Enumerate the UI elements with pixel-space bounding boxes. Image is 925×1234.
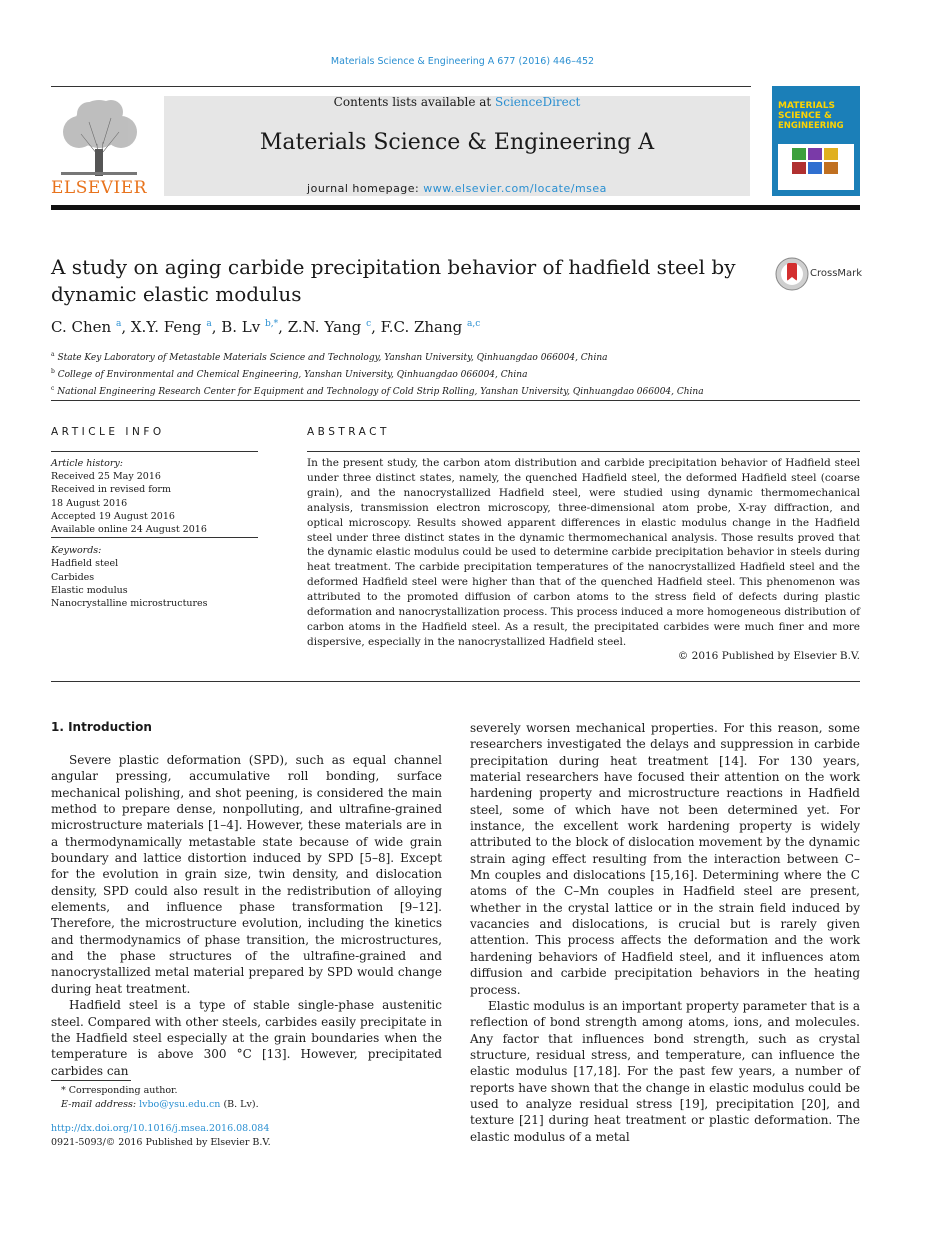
article-title: A study on aging carbide precipitation behavior of hadfield steel by dynamic elastic modulus [51,255,736,306]
crossmark-icon [774,256,810,292]
affiliation-item [51,348,704,365]
author-affiliation-mark[interactable]: c [366,319,372,329]
affiliation-text: State Key Laboratory of Metastable Materials Science and Technology, Yanshan University, Qinhuangdao 066004, China [57,353,608,363]
journal-homepage-link[interactable]: www.elsevier.com/locate/msea [423,182,607,195]
abstract-rule [307,451,860,452]
sciencedirect-link[interactable]: ScienceDirect [495,95,581,109]
article-history [51,457,207,536]
history-item: Received in revised form [51,484,171,496]
affiliation-text: National Engineering Research Center for Equipment and Technology of Cold Strip Rolling, Yanshan University, Qinhuangdao 066004, China [57,387,704,397]
abstract-heading: ABSTRACT [307,426,390,438]
journal-name: Materials Science & Engineering A [259,130,655,155]
affiliation-list [51,348,704,399]
body-paragraph: severely worsen mechanical properties. For this reason, some researchers investigated the delays and suppression in carbide precipitation during heat treatment [14]. For 130 years, material researchers have focused their attention on the work hardening property and microstructure reactions in Hadfield steel, some of which have not been determined yet. For instance, the excellent work hardening property is widely attributed to the block of dislocation movement by the dynamic strain aging effect resulting from the interaction between C–Mn couples and dislocations [15,16]. Determining where the C atoms of the C–Mn couples in Hadfield steel are present, whether in the crystal lattice or in the strain field induced by vacancies and dislocations, is crucial but is rarely given attention. This process affects the deformation and the work hardening behaviors of Hadfield steel, and it influences atom diffusion and carbide precipitation behaviors in the heating process. [470,721,860,997]
contents-line [164,95,750,109]
article-info-heading: ARTICLE INFO [51,426,165,438]
author-list: C. Chen $^a$, X.Y. Feng $^a$, B. Lv $^{b,*}$, Z.N. Yang $^c$, F.C. Zhang $^{a,c}$ [51,318,481,336]
crossmark-label: CrossMark [810,268,863,279]
journal-cover-image [772,86,860,196]
keyword-item: Hadfield steel [51,558,119,570]
homepage-prefix: journal homepage: [307,182,424,195]
doi-link[interactable]: http://dx.doi.org/10.1016/j.msea.2016.08.084 [51,1123,270,1134]
header-top-rule [51,86,751,87]
corresponding-author-note: * Corresponding author. [61,1085,178,1096]
affiliation-key: a [51,351,55,358]
history-item: 18 August 2016 [51,497,128,509]
section-heading-introduction: 1. Introduction [51,720,152,734]
affiliation-rule [51,400,860,401]
history-label: Article history: [51,458,123,469]
email-link[interactable]: lvbo@ysu.edu.cn [139,1098,221,1110]
author-affiliation-mark[interactable]: a [115,319,122,329]
svg-text:MATERIALS: MATERIALS [778,101,835,111]
issn-line: 0921-5093/© 2016 Published by Elsevier B.V. [51,1136,271,1148]
email-note [51,1098,259,1112]
body-column-right [470,720,860,1145]
author-name: Z.N. Yang [287,318,362,336]
keyword-item: Carbides [51,571,95,583]
abstract-text: In the present study, the carbon atom distribution and carbide precipitation behavior of Hadfield steel under three distinct states, namely, the quenched Hadfield steel, the deformed Hadfield steel (coarse grain), and the nanocrystallized Hadfield steel, were studied using dynamic thermomechanical analysis, transmission electron microscopy, three-dimensional atom probe, X-ray diffraction, and optical microscopy. Results showed apparent differences in elastic modulus change in the Hadfield steel under three distinct states in the dynamic thermomechanical analysis. Those results proved that the dynamic elastic modulus could be used to determine carbide precipitation behavior in steels during heat treatment. The carbide precipitation temperatures of the nanocrystallized Hadfield steel and the deformed Hadfield steel were higher than that of the quenched Hadfield steel. This phenomenon was attributed to the promoted diffusion of carbon atoms to the stress field of defects during plastic deformation and nanocrystallization process. This process induced a more homogeneous distribution of carbon atoms in the Hadfield steel. As a result, the precipitated carbides were much finer and more dispersive, especially in the nanocrystallized Hadfield steel. [307,457,860,648]
affiliation-text: College of Environmental and Chemical Engineering, Yanshan University, Qinhuangdao 066004, China [57,370,528,380]
header-thick-rule [51,205,860,210]
body-paragraph: Hadfield steel is a type of stable single-phase austenitic steel. Compared with other steels, carbides easily precipitate in the Hadfield steel especially at the grain boundaries when the temperature is above 300 °C [13]. However, precipitated carbides can [51,998,442,1078]
email-suffix: (B. Lv). [220,1098,259,1110]
history-item: Available online 24 August 2016 [51,524,207,536]
keyword-item: Nanocrystalline microstructures [51,598,208,610]
author-name: B. Lv [221,318,261,336]
history-item: Received 25 May 2016 [51,471,161,483]
article-info-rule [51,451,258,452]
keywords [51,544,208,610]
body-rule [51,681,860,682]
footnotes [51,1084,259,1111]
body-paragraph: Elastic modulus is an important property parameter that is a reflection of bond strength among atoms, ions, and molecules. Any factor that influences bond strength, such as crystal structure, residual stress, and temperature, can influence the elastic modulus [17,18]. For the past few years, a number of reports have shown that the change in elastic modulus could be used to analyze residual stress [19], precipitation [20], and texture [21] during heat treatment or plastic deformation. The elastic modulus of a metal [470,998,860,1144]
keywords-label: Keywords: [51,545,102,556]
body-column-left [51,752,442,1079]
svg-text:SCIENCE &: SCIENCE & [778,111,832,121]
abstract-copyright: © 2016 Published by Elsevier B.V. [677,650,860,662]
history-item: Accepted 19 August 2016 [51,510,175,522]
affiliation-item [51,382,704,399]
author-name: X.Y. Feng [130,318,202,336]
author-affiliation-mark[interactable]: a,c [467,319,481,329]
author-affiliation-mark[interactable]: b,* [265,319,279,329]
svg-text:ENGINEERING: ENGINEERING [778,121,844,131]
journal-reference[interactable]: Materials Science & Engineering A 677 (2016) 446–452 [330,56,595,67]
author-name: F.C. Zhang [380,318,463,336]
author-affiliation-mark[interactable]: a [206,319,212,329]
affiliation-key: c [51,385,55,392]
crossmark-badge[interactable] [774,256,864,292]
footnote-rule [51,1080,131,1081]
affiliation-key: b [51,368,55,375]
affiliation-item [51,365,704,382]
body-paragraph: Severe plastic deformation (SPD), such as equal channel angular pressing, accumulative roll bonding, surface mechanical polishing, and shot peening, is considered the main method to prepare dense, nonpolluting, and ultrafine-grained microstructure materials [1–4]. However, these materials are in a thermodynamically metastable state because of wide grain boundary and lattice distortion induced by SPD [5–8]. Except for the evolution in grain size, twin density, and dislocation density, SPD could also result in the redistribution of alloying elements, and influence phase transformation [9–12]. Therefore, the microstructure evolution, including the kinetics and thermodynamics of phase transition, the microstructures, and the phase structures of the ultrafine-grained and nanocrystallized metal material prepared by SPD would change during heat treatment. [51,753,442,996]
publisher-wordmark: ELSEVIER [51,178,147,198]
keyword-item: Elastic modulus [51,584,128,596]
doi-block [51,1122,271,1149]
journal-homepage-line [164,182,750,195]
email-label: E-mail address: [61,1098,140,1110]
keywords-rule [51,537,258,538]
author-name: C. Chen [51,318,112,336]
contents-prefix: Contents lists available at [333,95,496,109]
